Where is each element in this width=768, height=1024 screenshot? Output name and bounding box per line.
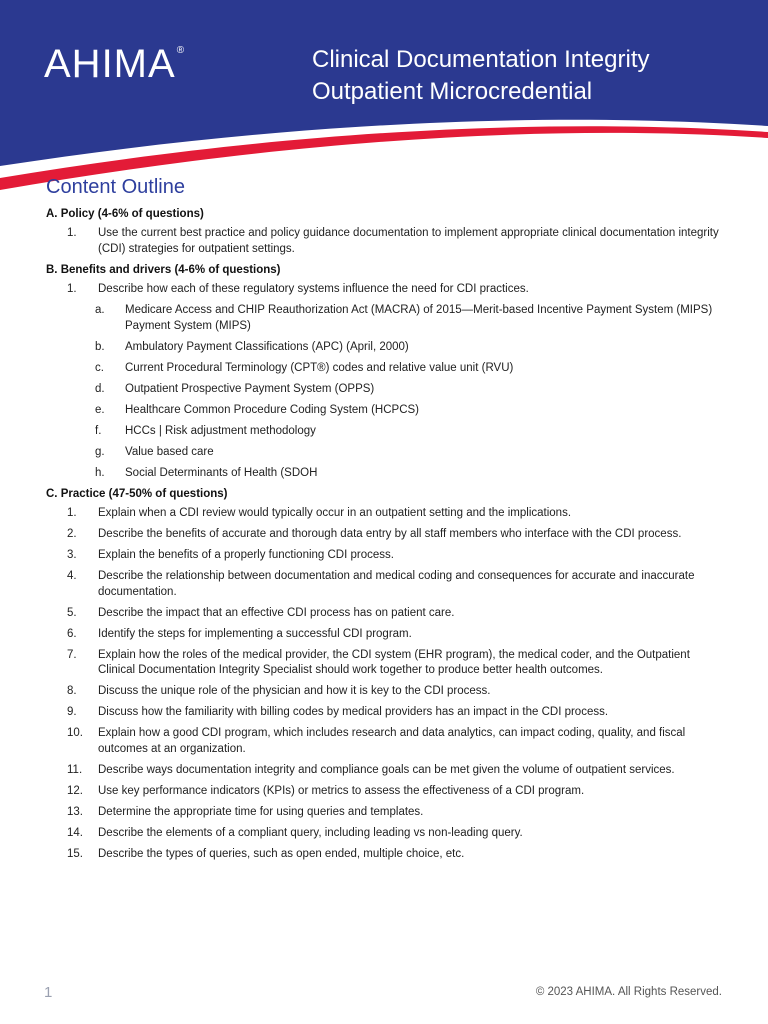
list-item [46, 569, 726, 600]
item-number: 9. [67, 706, 77, 718]
document-title [312, 44, 650, 108]
list-item [46, 627, 726, 643]
sub-item-letter: b. [95, 340, 105, 353]
list-item [46, 784, 726, 800]
sub-item-text: Current Procedural Terminology (CPT®) codes and relative value unit (RVU) [125, 361, 514, 374]
sub-item-letter: c. [95, 361, 104, 374]
item-number: 7. [67, 648, 77, 661]
list-item [46, 847, 726, 863]
item-number: 14. [67, 826, 83, 839]
item-number: 2. [67, 528, 77, 540]
list-item [46, 763, 726, 779]
sub-item-letter: e. [95, 403, 105, 416]
sub-item-text: Healthcare Common Procedure Coding System (HCPCS) [125, 403, 419, 416]
item-number: 4. [67, 570, 77, 582]
item-number: 1. [67, 507, 77, 519]
item-text: Use the current best practice and policy guidance documentation to implement appropriate clinical documentation integrity (CDI) strategies for outpatient settings. [98, 227, 719, 255]
section-policy [46, 208, 726, 257]
item-number: 5. [67, 606, 77, 619]
section-heading: B. Benefits and drivers (4-6% of questions) [46, 264, 281, 276]
list-item [46, 606, 726, 622]
item-text: Use key performance indicators (KPIs) or metrics to assess the effectiveness of a CDI program. [98, 784, 585, 797]
sub-list-item [46, 445, 726, 461]
ahima-logo [44, 44, 185, 84]
sub-item-letter: a. [95, 304, 105, 316]
copyright-notice: © 2023 AHIMA. All Rights Reserved. [535, 986, 722, 998]
list-item [46, 805, 726, 821]
section-heading: C. Practice (47-50% of questions) [46, 488, 228, 500]
item-text: Describe how each of these regulatory systems influence the need for CDI practices. [98, 283, 529, 295]
sub-list-item [46, 303, 726, 334]
item-text: Describe ways documentation integrity and compliance goals can be met given the volume of outpatient services. [98, 763, 675, 776]
sub-item-letter: f. [95, 424, 102, 437]
sub-list-item [46, 340, 726, 356]
sub-item-text: Ambulatory Payment Classifications (APC) (April, 2000) [125, 340, 409, 353]
content-outline [46, 176, 726, 869]
list-item [46, 726, 726, 757]
content-outline-heading: Content Outline [46, 176, 185, 198]
item-text: Explain the benefits of a properly functioning CDI process. [98, 549, 394, 561]
item-number: 12. [67, 784, 83, 797]
logo-text: AHIMA [44, 42, 176, 86]
item-number: 11. [67, 763, 83, 776]
item-number: 6. [67, 627, 77, 640]
sub-item-letter: h. [95, 466, 105, 479]
item-text: Explain when a CDI review would typically occur in an outpatient setting and the implications. [98, 507, 572, 519]
list-item [46, 506, 726, 522]
item-text: Describe the relationship between documentation and medical coding and consequences for accurate and inaccurate documentation. [98, 570, 695, 598]
list-item [46, 226, 726, 257]
item-number: 10. [67, 727, 83, 739]
item-number: 1. [67, 283, 77, 295]
page-number: 1 [44, 984, 53, 1001]
sub-item-letter: d. [95, 382, 105, 395]
sub-list-item [46, 424, 726, 440]
item-text: Discuss the unique role of the physician and how it is key to the CDI process. [98, 685, 491, 697]
sub-list-item [46, 466, 726, 482]
list-item [46, 527, 726, 543]
registered-mark: ® [176, 45, 186, 56]
list-item [46, 282, 726, 298]
section-benefits-and-drivers [46, 264, 726, 481]
sub-item-text: Medicare Access and CHIP Reauthorization Act (MACRA) of 2015—Merit-based Incentive Payment System (MIPS) Payment System (MIPS) [125, 304, 713, 332]
item-text: Explain how a good CDI program, which includes research and data analytics, can impact coding, quality, and fiscal outcomes at an organization. [98, 727, 686, 755]
item-text: Describe the impact that an effective CDI process has on patient care. [98, 606, 455, 619]
list-item [46, 684, 726, 700]
sub-list-item [46, 382, 726, 398]
item-number: 1. [67, 227, 77, 239]
sub-list-item [46, 361, 726, 377]
item-number: 15. [67, 847, 83, 860]
item-number: 8. [67, 685, 77, 697]
title-line-2: Outpatient Microcredential [312, 78, 593, 105]
item-text: Discuss how the familiarity with billing codes by medical providers has an impact in the CDI process. [98, 706, 609, 718]
item-text: Describe the types of queries, such as open ended, multiple choice, etc. [98, 847, 465, 860]
title-line-1: Clinical Documentation Integrity [312, 46, 650, 73]
item-text: Describe the elements of a compliant query, including leading vs non-leading query. [98, 826, 523, 839]
sub-item-text: Value based care [125, 445, 214, 458]
item-text: Explain how the roles of the medical provider, the CDI system (EHR program), the medical coder, and the Outpatient Clinical Documentation Integrity Specialist should work together to produce better health outcomes. [98, 648, 690, 676]
list-item [46, 705, 726, 721]
list-item [46, 548, 726, 564]
list-item [46, 648, 726, 679]
sub-item-letter: g. [95, 445, 105, 458]
item-text: Describe the benefits of accurate and thorough data entry by all staff members who interface with the CDI process. [98, 528, 682, 540]
item-number: 3. [67, 549, 77, 561]
sub-item-text: Social Determinants of Health (SDOH [125, 466, 318, 479]
item-text: Identify the steps for implementing a successful CDI program. [98, 627, 412, 640]
section-practice [46, 488, 726, 862]
section-heading: A. Policy (4-6% of questions) [46, 208, 204, 220]
sub-item-text: HCCs | Risk adjustment methodology [125, 424, 316, 437]
item-text: Determine the appropriate time for using queries and templates. [98, 805, 424, 818]
item-number: 13. [67, 805, 83, 818]
sub-list-item [46, 403, 726, 419]
sub-item-text: Outpatient Prospective Payment System (OPPS) [125, 382, 375, 395]
list-item [46, 826, 726, 842]
